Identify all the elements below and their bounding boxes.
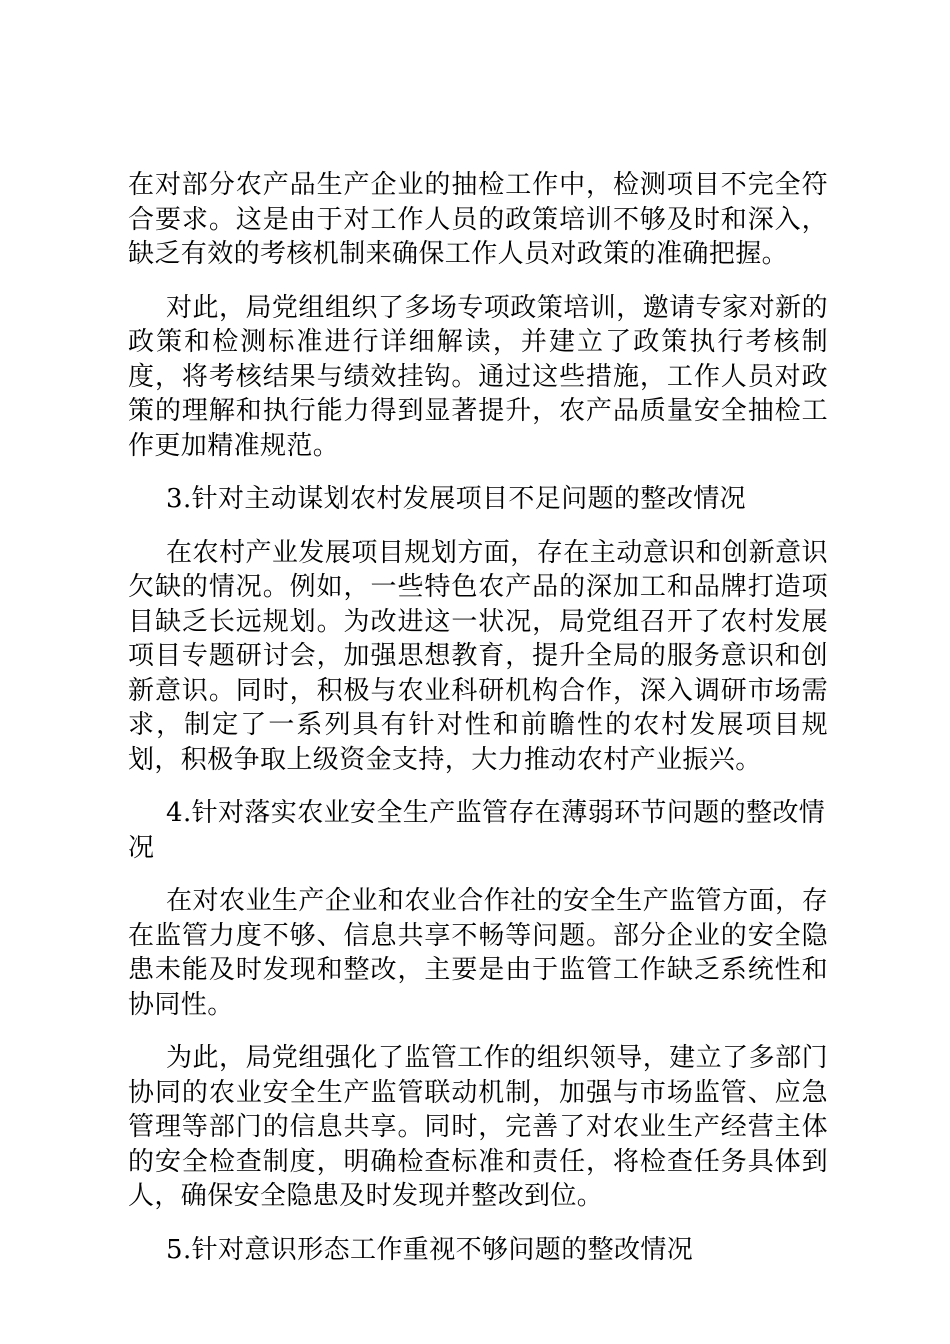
document-page [128, 168, 828, 1286]
paragraph-safety-issues: 在对农业生产企业和农业合作社的安全生产监管方面，存在监管力度不够、信息共享不畅等问题。部分企业的安全隐患未能及时发现和整改，主要是由于监管工作缺乏系统性和协同性。 [128, 886, 828, 1020]
section-heading-5: 5.针对意识形态工作重视不够问题的整改情况 [166, 1234, 694, 1265]
section-heading-4: 4.针对落实农业安全生产监管存在薄弱环节问题的整改情况 [128, 798, 826, 863]
paragraph-training-measures: 对此，局党组组织了多场专项政策培训，邀请专家对新的政策和检测标准进行详细解读，并建立了政策执行考核制度，将考核结果与绩效挂钩。通过这些措施，工作人员对政策的理解和执行能力得到显著提升，农产品质量安全抽检工作更加精准规范。 [128, 292, 828, 461]
paragraph-inspection-issue: 在对部分农产品生产企业的抽检工作中，检测项目不完全符合要求。这是由于对工作人员的政策培训不够及时和深入，缺乏有效的考核机制来确保工作人员对政策的准确把握。 [128, 170, 828, 269]
section-heading-3: 3.针对主动谋划农村发展项目不足问题的整改情况 [166, 484, 747, 514]
paragraph-rural-projects: 在农村产业发展项目规划方面，存在主动意识和创新意识欠缺的情况。例如，一些特色农产品的深加工和品牌打造项目缺乏长远规划。为改进这一状况，局党组召开了农村发展项目专题研讨会，加强思想教育，提升全局的服务意识和创新意识。同时，积极与农业科研机构合作，深入调研市场需求，制定了一系列具有针对性和前瞻性的农村发展项目规划，积极争取上级资金支持，大力推动农村产业振兴。 [128, 537, 828, 775]
paragraph-safety-measures: 为此，局党组强化了监管工作的组织领导，建立了多部门协同的农业安全生产监管联动机制，加强与市场监管、应急管理等部门的信息共享。同时，完善了对农业生产经营主体的安全检查制度，明确检查标准和责任，将检查任务具体到人，确保安全隐患及时发现并整改到位。 [128, 1043, 828, 1211]
